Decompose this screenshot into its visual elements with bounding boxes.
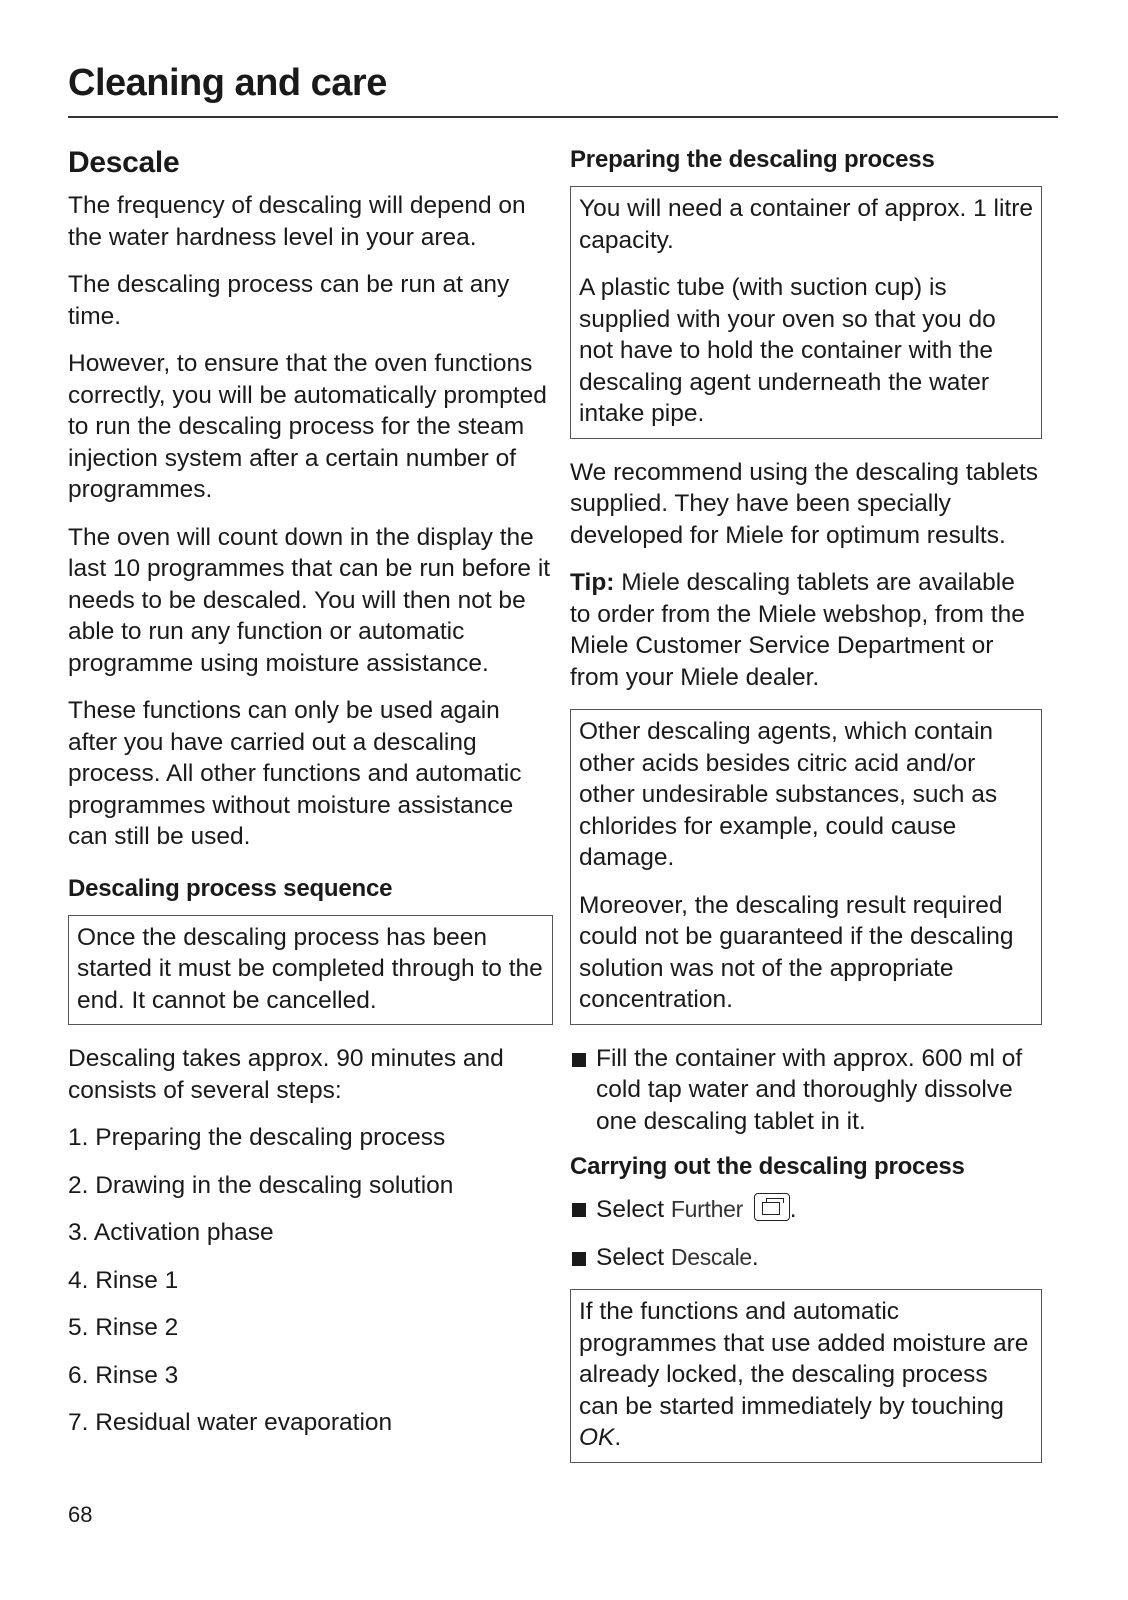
note-text: You will need a container of approx. 1 litre capacity. xyxy=(579,195,1033,254)
subheading-carrying-out: Carrying out the descaling process xyxy=(570,1153,965,1180)
warning-text: Other descaling agents, which contain other acids besides citric acid and/or other undesirable substances, such as chlorides for example, could cause damage. xyxy=(579,718,998,871)
note-box-locked xyxy=(570,1289,1042,1463)
step-item: 4. Rinse 1 xyxy=(68,1266,179,1294)
header-divider xyxy=(68,116,1058,118)
steps-list xyxy=(68,1122,553,1439)
page-number: 68 xyxy=(68,1502,93,1527)
note-box-cannot-cancel xyxy=(68,915,553,1026)
bullet-square-icon xyxy=(570,1242,596,1274)
note-text: A plastic tube (with suction cup) is supplied with your oven so that you do not have to hold the container with the descaling agent underneath the water intake pipe. xyxy=(579,274,996,427)
step-item: 6. Rinse 3 xyxy=(68,1361,179,1389)
paragraph: These functions can only be used again after you have carried out a descaling process. All other functions and automatic programmes without moisture assistance can still be used. xyxy=(68,697,522,850)
subheading-sequence: Descaling process sequence xyxy=(68,874,393,902)
bullet-square-icon xyxy=(570,1043,596,1138)
select-label: Select xyxy=(596,1196,671,1223)
duration-text: Descaling takes approx. 90 minutes and consists of several steps: xyxy=(68,1045,504,1104)
ok-label: OK xyxy=(579,1424,615,1451)
note-text: If the functions and automatic programmes that use added moisture are already locked, the descaling process can be started immediately by touching OK. xyxy=(579,1298,1029,1451)
bullet-select-descale: Select Descale. xyxy=(570,1242,1042,1274)
paragraph: The oven will count down in the display the last 10 programmes that can be run before it needs to be descaled. You will then not be able to run any function or automatic programme using moisture assistance. xyxy=(68,523,551,677)
paragraph: The descaling process can be run at any time. xyxy=(68,271,510,330)
bullet-fill-container xyxy=(570,1043,1042,1138)
right-column xyxy=(570,140,1042,1481)
bullet-text: Fill the container with approx. 600 ml of cold tap water and thoroughly dissolve one descaling tablet in it. xyxy=(596,1044,1023,1135)
section-heading-descale: Descale xyxy=(68,146,180,179)
paragraph: The frequency of descaling will depend on the water hardness level in your area. xyxy=(68,192,526,251)
step-item: 3. Activation phase xyxy=(68,1219,274,1246)
step-item: 2. Drawing in the descaling solution xyxy=(68,1171,454,1199)
bullet-select-further: Select Further . xyxy=(570,1193,1042,1226)
bullet-square-icon xyxy=(570,1193,596,1226)
left-column xyxy=(68,140,553,1455)
warning-text: Moreover, the descaling result required could not be guaranteed if the descaling solution was not of the appropriate concentration. xyxy=(579,891,1014,1013)
paragraph: However, to ensure that the oven functions correctly, you will be automatically prompted to run the descaling process for the steam injection system after a certain number of programmes. xyxy=(68,350,547,503)
subheading-preparing: Preparing the descaling process xyxy=(570,146,935,173)
tip-text xyxy=(570,567,1042,693)
select-label: Select xyxy=(596,1243,671,1271)
further-menu-label: Further xyxy=(670,1196,743,1222)
note-box-container xyxy=(570,186,1042,439)
note-text: Once the descaling process has been started it must be completed through to the end. It cannot be cancelled. xyxy=(77,923,543,1014)
step-item: 5. Rinse 2 xyxy=(68,1314,179,1341)
further-menu-icon xyxy=(754,1193,790,1221)
warning-box-other-agents xyxy=(570,709,1042,1025)
step-item: 7. Residual water evaporation xyxy=(68,1409,393,1436)
tip-label: Tip: xyxy=(570,569,615,596)
step-item: 1. Preparing the descaling process xyxy=(68,1124,446,1151)
descale-menu-label: Descale xyxy=(670,1243,752,1270)
recommend-text: We recommend using the descaling tablets supplied. They have been specially developed for Miele for optimum results. xyxy=(570,458,1039,549)
page-title: Cleaning and care xyxy=(68,62,387,104)
tip-body: Miele descaling tablets are available to order from the Miele webshop, from the Miele Customer Service Department or from your Miele dealer. xyxy=(570,569,1025,691)
